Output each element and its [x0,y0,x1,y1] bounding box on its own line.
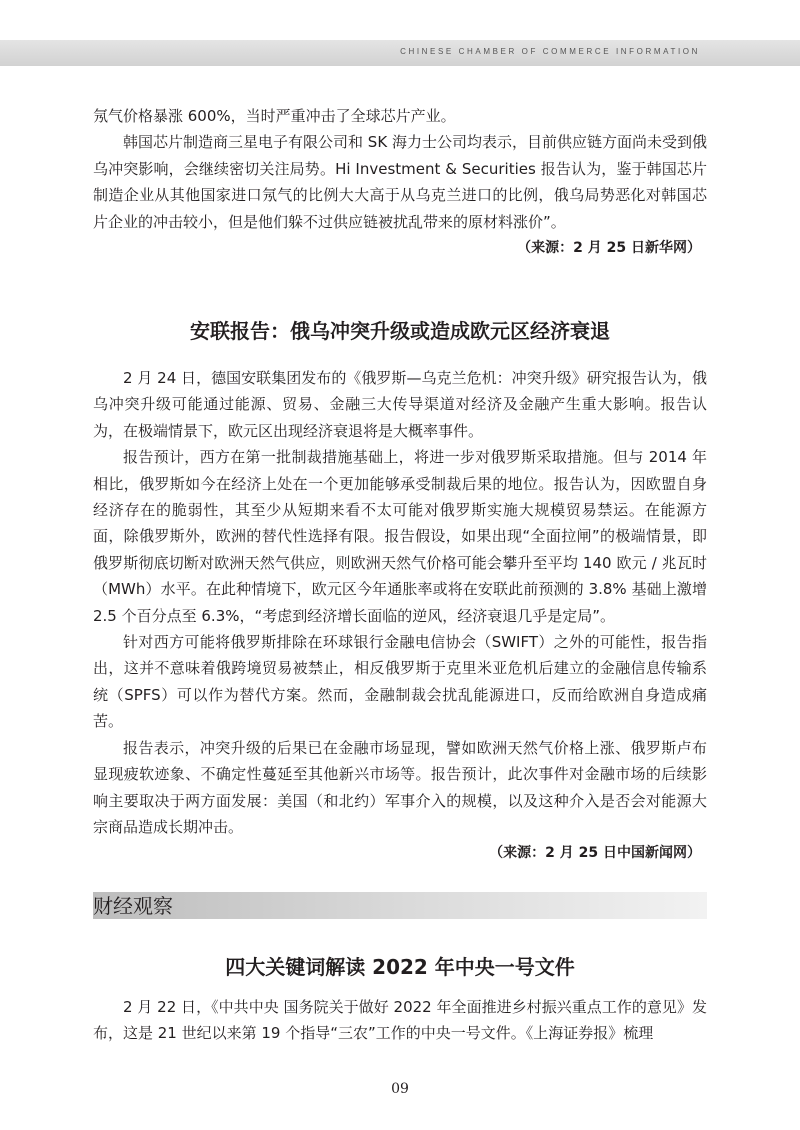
section-band [93,892,707,919]
paragraph: 针对西方可能将俄罗斯排除在环球银行金融电信协会（SWIFT）之外的可能性，报告指出，这并不意味着俄跨境贸易被禁止，相反俄罗斯于克里米亚危机后建立的金融信息传输系统（SPFS）可以作为替代方案。然而，金融制裁会扰乱能源进口，反而给欧洲自身造成痛苦。 [93,633,707,731]
header-band [0,40,800,66]
article-1-tail [93,103,707,261]
paragraph: 报告预计，西方在第一批制裁措施基础上，将进一步对俄罗斯采取措施。但与 2014 年相比，俄罗斯如今在经济上处在一个更加能够承受制裁后果的地位。报告认为，因欧盟自身经济存在的脆弱性，其至少从短期来看不太可能对俄罗斯实施大规模贸易禁运。在能源方面，除俄罗斯外，欧洲的替代性选择有限。报告假设，如果出现“全面拉闸”的极端情景，即俄罗斯彻底切断对欧洲天然气供应，则欧洲天然气价格可能会攀升至平均 140 欧元 / 兆瓦时（MWh）水平。在此种情境下，欧元区今年通胀率或将在安联此前预测的 3.8% 基础上激增 2.5 个百分点至 6.3%，“考虑到经济增长面临的逆风，经济衰退几乎是定局”。 [93,448,707,625]
paragraph: 韩国芯片制造商三星电子有限公司和 SK 海力士公司均表示，目前供应链方面尚未受到俄乌冲突影响，会继续密切关注局势。Hi Investment & Securities 报告认为，鉴于韩国芯片制造企业从其他国家进口氖气的比例大大高于从乌克兰进口的比例，俄乌局势恶化对韩国芯片企业的冲击较小，但是他们躲不过供应链被扰乱带来的原材料涨价”。 [93,133,707,231]
paragraph: 氖气价格暴涨 600%，当时严重冲击了全球芯片产业。 [93,107,456,125]
article-title [93,953,707,981]
article-2-body [93,365,707,866]
source-note: （来源：2 月 25 日新华网） [517,240,701,257]
article-3-title: 四大关键词解读 2022 年中央一号文件 [225,955,575,979]
section-label: 财经观察 [93,894,173,918]
article-title [93,317,707,345]
paragraph: 报告表示，冲突升级的后果已在金融市场显现，譬如欧洲天然气价格上涨、俄罗斯卢布显现疲软迹象、不确定性蔓延至其他新兴市场等。报告预计，此次事件对金融市场的后续影响主要取决于两方面发展：美国（和北约）军事介入的规模，以及这种介入是否会对能源大宗商品造成长期冲击。 [93,738,707,836]
publication-header: CHINESE CHAMBER OF COMMERCE INFORMATION [400,47,700,56]
page-number: 09 [391,1081,409,1097]
article-3-body [93,994,707,1047]
article-2-title: 安联报告：俄乌冲突升级或造成欧元区经济衰退 [190,319,610,343]
source-note: （来源：2 月 25 日中国新闻网） [489,845,701,862]
paragraph: 2 月 22 日，《中共中央 国务院关于做好 2022 年全面推进乡村振兴重点工作的意见》发布，这是 21 世纪以来第 19 个指导“三农”工作的中央一号文件。《上海证券报》梳理 [93,998,707,1043]
paragraph: 2 月 24 日，德国安联集团发布的《俄罗斯—乌克兰危机：冲突升级》研究报告认为，俄乌冲突升级可能通过能源、贸易、金融三大传导渠道对经济及金融产生重大影响。报告认为，在极端情景下，欧元区出现经济衰退将是大概率事件。 [93,369,707,440]
